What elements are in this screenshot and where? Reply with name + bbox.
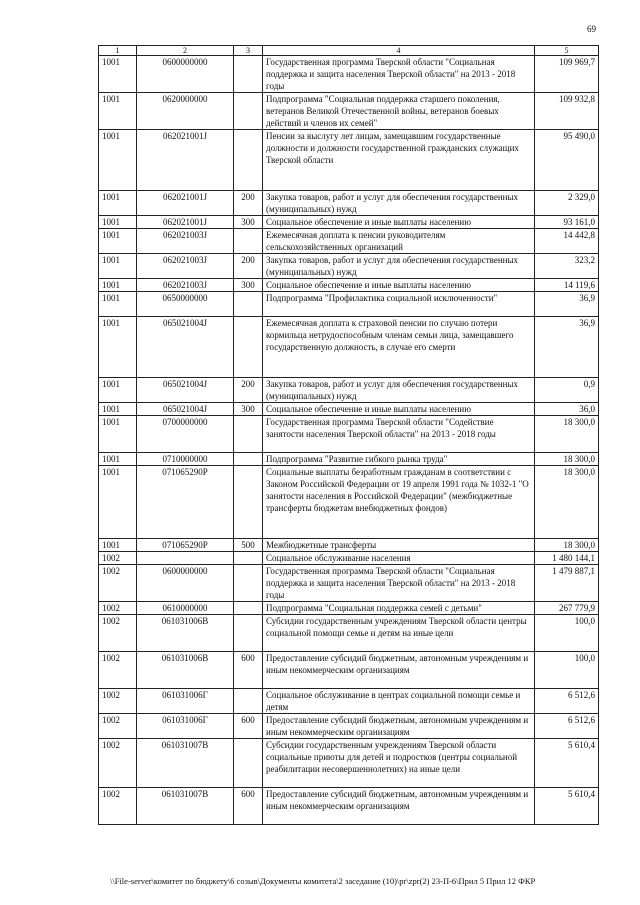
name-cell: Закупка товаров, работ и услуг для обеспечения государственных (муниципальных) нужд <box>263 254 535 279</box>
target-article-cell: 0600000000 <box>137 565 234 602</box>
target-article-cell: 062021003J <box>137 279 234 292</box>
table-row <box>99 652 599 689</box>
name-cell: Закупка товаров, работ и услуг для обеспечения государственных (муниципальных) нужд <box>263 191 535 216</box>
name-cell: Социальные выплаты безработным гражданам в соответствии с Законом Российской Федерации от 19 апреля 1991 года № 1032-1 "О занятости населения в Российской Федерации" (межбюджетные трансферты бюджетам внебюджетных фондов) <box>263 466 535 539</box>
table-row <box>99 615 599 652</box>
amount-cell: 323,2 <box>535 254 599 279</box>
table-row <box>99 317 599 378</box>
section-cell: 1001 <box>99 466 137 539</box>
expense-type-cell <box>234 739 263 788</box>
section-cell: 1002 <box>99 652 137 689</box>
table-row <box>99 689 599 714</box>
target-article-cell: 061031006Г <box>137 714 234 739</box>
name-cell: Предоставление субсидий бюджетным, автономным учреждениям и иным некоммерческим организациям <box>263 788 535 825</box>
section-cell: 1002 <box>99 714 137 739</box>
name-cell: Межбюджетные трансферты <box>263 539 535 552</box>
table-row <box>99 565 599 602</box>
amount-cell: 1 480 144,1 <box>535 552 599 565</box>
target-article-cell: 062021003J <box>137 254 234 279</box>
name-cell: Предоставление субсидий бюджетным, автономным учреждениям и иным некоммерческим организациям <box>263 714 535 739</box>
name-cell: Подпрограмма "Развитие гибкого рынка труда" <box>263 453 535 466</box>
section-cell: 1001 <box>99 416 137 453</box>
expense-type-cell: 600 <box>234 652 263 689</box>
section-cell: 1001 <box>99 453 137 466</box>
expense-type-cell <box>234 56 263 93</box>
name-cell: Предоставление субсидий бюджетным, автономным учреждениям и иным некоммерческим организациям <box>263 652 535 689</box>
target-article-cell: 061031007В <box>137 788 234 825</box>
name-cell: Подпрограмма "Социальная поддержка семей с детьми" <box>263 602 535 615</box>
name-cell: Государственная программа Тверской области "Социальная поддержка и защита населения Тверской области" на 2013 - 2018 годы <box>263 565 535 602</box>
target-article-cell: 061031006Г <box>137 689 234 714</box>
header-col-1: 1 <box>99 46 137 56</box>
amount-cell: 2 329,0 <box>535 191 599 216</box>
amount-cell: 109 932,8 <box>535 93 599 130</box>
amount-cell: 36,0 <box>535 403 599 416</box>
amount-cell: 14 119,6 <box>535 279 599 292</box>
section-cell: 1002 <box>99 689 137 714</box>
target-article-cell: 0650000000 <box>137 292 234 317</box>
expense-type-cell <box>234 292 263 317</box>
target-article-cell: 0620000000 <box>137 93 234 130</box>
section-cell: 1001 <box>99 254 137 279</box>
name-cell: Подпрограмма "Социальная поддержка старшего поколения, ветеранов Великой Отечественной войны, ветеранов боевых действий и членов их семей" <box>263 93 535 130</box>
amount-cell: 6 512,6 <box>535 689 599 714</box>
name-cell: Государственная программа Тверской области "Социальная поддержка и защита населения Тверской области" на 2013 - 2018 годы <box>263 56 535 93</box>
target-article-cell: 065021004J <box>137 403 234 416</box>
section-cell: 1001 <box>99 93 137 130</box>
expense-type-cell <box>234 552 263 565</box>
name-cell: Социальное обслуживание в центрах социальной помощи семье и детям <box>263 689 535 714</box>
amount-cell: 100,0 <box>535 652 599 689</box>
target-article-cell: 062021001J <box>137 191 234 216</box>
amount-cell: 109 969,7 <box>535 56 599 93</box>
table-row <box>99 453 599 466</box>
amount-cell: 18 300,0 <box>535 453 599 466</box>
section-cell: 1001 <box>99 403 137 416</box>
page-number: 69 <box>587 24 596 34</box>
table-row <box>99 602 599 615</box>
section-cell: 1001 <box>99 539 137 552</box>
name-cell: Ежемесячная доплата к страховой пенсии по случаю потери кормильца нетрудоспособным членам семьи лица, замещавшего государственную должность, в случае его смерти <box>263 317 535 378</box>
header-col-5: 5 <box>535 46 599 56</box>
table-row <box>99 788 599 825</box>
name-cell: Социальное обеспечение и иные выплаты населению <box>263 216 535 229</box>
table-row <box>99 539 599 552</box>
expense-type-cell <box>234 416 263 453</box>
target-article-cell: 061031007В <box>137 739 234 788</box>
section-cell: 1001 <box>99 191 137 216</box>
amount-cell: 18 300,0 <box>535 539 599 552</box>
expense-type-cell <box>234 93 263 130</box>
file-path-footer: \\File-server\комитет по бюджету\6 созыв\Документы комитета\2 заседание (10)\pr\zpr(2) 23-П-6\Прил 5 Прил 12 ФКР <box>110 876 536 886</box>
expense-type-cell <box>234 130 263 191</box>
table-header <box>99 46 599 56</box>
target-article-cell: 0700000000 <box>137 416 234 453</box>
target-article-cell: 065021004J <box>137 378 234 403</box>
target-article-cell: 0600000000 <box>137 56 234 93</box>
target-article-cell: 071065290Р <box>137 539 234 552</box>
section-cell: 1001 <box>99 378 137 403</box>
target-article-cell: 071065290Р <box>137 466 234 539</box>
section-cell: 1001 <box>99 229 137 254</box>
table-row <box>99 403 599 416</box>
header-col-2: 2 <box>137 46 234 56</box>
amount-cell: 95 490,0 <box>535 130 599 191</box>
expense-type-cell: 300 <box>234 403 263 416</box>
name-cell: Субсидии государственным учреждениям Тверской области социальные приюты для детей и подростков (центры социальной реабилитации несовершеннолетних) на иные цели <box>263 739 535 788</box>
table-row <box>99 292 599 317</box>
table-row <box>99 416 599 453</box>
section-cell: 1002 <box>99 565 137 602</box>
target-article-cell: 062021001J <box>137 130 234 191</box>
section-cell: 1001 <box>99 292 137 317</box>
expense-type-cell <box>234 317 263 378</box>
expense-type-cell <box>234 466 263 539</box>
table-row <box>99 216 599 229</box>
table-row <box>99 739 599 788</box>
table-row <box>99 378 599 403</box>
expense-type-cell <box>234 689 263 714</box>
amount-cell: 36,9 <box>535 317 599 378</box>
amount-cell: 5 610,4 <box>535 739 599 788</box>
section-cell: 1001 <box>99 216 137 229</box>
name-cell: Социальное обеспечение и иные выплаты населению <box>263 403 535 416</box>
section-cell: 1002 <box>99 552 137 565</box>
amount-cell: 1 479 887,1 <box>535 565 599 602</box>
section-cell: 1002 <box>99 739 137 788</box>
name-cell: Пенсии за выслугу лет лицам, замещавшим государственные должности и должности государственной гражданских служащих Тверской области <box>263 130 535 191</box>
amount-cell: 267 779,9 <box>535 602 599 615</box>
section-cell: 1002 <box>99 788 137 825</box>
table-row <box>99 56 599 93</box>
name-cell: Подпрограмма "Профилактика социальной исключенности" <box>263 292 535 317</box>
table-row <box>99 191 599 216</box>
name-cell: Субсидии государственным учреждениям Тверской области центры социальной помощи семье и детям на иные цели <box>263 615 535 652</box>
header-col-3: 3 <box>234 46 263 56</box>
target-article-cell: 061031006В <box>137 615 234 652</box>
table-row <box>99 93 599 130</box>
expense-type-cell <box>234 615 263 652</box>
target-article-cell: 062021003J <box>137 229 234 254</box>
name-cell: Ежемесячная доплата к пенсии руководителям сельскохозяйственных организаций <box>263 229 535 254</box>
name-cell: Социальное обслуживание населения <box>263 552 535 565</box>
expense-type-cell <box>234 453 263 466</box>
table-row <box>99 254 599 279</box>
expense-type-cell: 300 <box>234 279 263 292</box>
amount-cell: 93 161,0 <box>535 216 599 229</box>
expense-type-cell <box>234 565 263 602</box>
table-row <box>99 229 599 254</box>
amount-cell: 36,9 <box>535 292 599 317</box>
section-cell: 1002 <box>99 615 137 652</box>
amount-cell: 0,9 <box>535 378 599 403</box>
expense-type-cell: 600 <box>234 788 263 825</box>
expense-type-cell: 300 <box>234 216 263 229</box>
target-article-cell: 062021001J <box>137 216 234 229</box>
header-row <box>99 46 599 56</box>
target-article-cell <box>137 552 234 565</box>
section-cell: 1001 <box>99 130 137 191</box>
section-cell: 1001 <box>99 317 137 378</box>
section-cell: 1002 <box>99 602 137 615</box>
expense-type-cell <box>234 602 263 615</box>
expense-type-cell: 200 <box>234 254 263 279</box>
table-row <box>99 279 599 292</box>
table-row <box>99 466 599 539</box>
amount-cell: 18 300,0 <box>535 466 599 539</box>
table-body <box>99 56 599 825</box>
expense-type-cell <box>234 229 263 254</box>
expense-type-cell: 200 <box>234 378 263 403</box>
name-cell: Социальное обеспечение и иные выплаты населению <box>263 279 535 292</box>
table-row <box>99 552 599 565</box>
name-cell: Закупка товаров, работ и услуг для обеспечения государственных (муниципальных) нужд <box>263 378 535 403</box>
amount-cell: 100,0 <box>535 615 599 652</box>
amount-cell: 14 442,8 <box>535 229 599 254</box>
budget-table <box>98 45 599 825</box>
header-col-4: 4 <box>263 46 535 56</box>
target-article-cell: 065021004J <box>137 317 234 378</box>
table-row <box>99 130 599 191</box>
table-row <box>99 714 599 739</box>
section-cell: 1001 <box>99 279 137 292</box>
target-article-cell: 0610000000 <box>137 602 234 615</box>
amount-cell: 6 512,6 <box>535 714 599 739</box>
target-article-cell: 061031006В <box>137 652 234 689</box>
name-cell: Государственная программа Тверской области "Содействие занятости населения Тверской области" на 2013 - 2018 годы <box>263 416 535 453</box>
target-article-cell: 0710000000 <box>137 453 234 466</box>
amount-cell: 18 300,0 <box>535 416 599 453</box>
amount-cell: 5 610,4 <box>535 788 599 825</box>
expense-type-cell: 500 <box>234 539 263 552</box>
expense-type-cell: 600 <box>234 714 263 739</box>
expense-type-cell: 200 <box>234 191 263 216</box>
section-cell: 1001 <box>99 56 137 93</box>
